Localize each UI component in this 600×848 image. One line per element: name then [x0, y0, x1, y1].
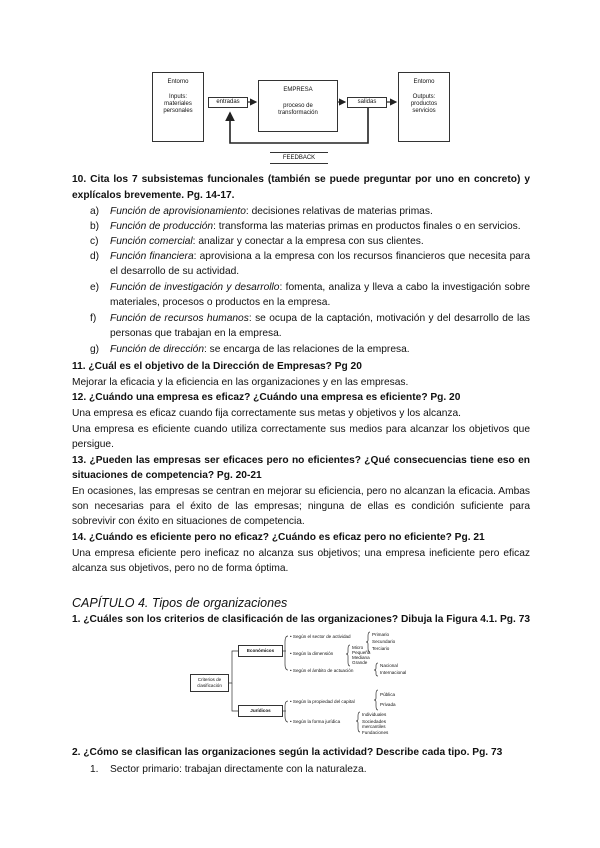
q14-title: 14. ¿Cuándo es eficiente pero no eficaz? ¿Cuándo es eficaz pero no eficiente? Pg. 21	[72, 532, 485, 543]
function-item-letter: e)	[90, 282, 100, 293]
juridicos-label: Jurídicos	[250, 708, 271, 713]
function-item-description: : se ocupa de la captación, motivación y del desarrollo de las personas que trabajan en la empresa.	[110, 313, 531, 339]
function-item-term: Función financiera	[110, 251, 194, 262]
function-item-term: Función de producción	[110, 221, 214, 232]
function-item-description: : decisiones relativas de materias primas.	[245, 206, 433, 217]
function-item-term: Función comercial	[110, 236, 193, 247]
crit-forma: • Según la forma jurídica	[290, 719, 341, 724]
function-item-description: : aprovisiona a la empresa con los recursos financieros que necesita para el desarrollo de su actividad.	[110, 251, 530, 277]
function-item-letter: c)	[90, 236, 99, 247]
sector-value: Secundario	[372, 639, 396, 644]
q14-answer: Una empresa eficiente pero ineficaz no alcanza sus objetivos; una empresa ineficiente pero eficaz alcanza sus objetivos, pero no de forma óptima.	[72, 548, 530, 574]
function-item-letter: g)	[90, 344, 100, 355]
forma-value: Individuales	[362, 712, 387, 717]
empresa-title: EMPRESA	[283, 87, 313, 93]
forma-value: Sociedades mercantiles	[362, 719, 387, 729]
economicos-label: Económicos	[246, 648, 275, 653]
entradas-label: entradas	[208, 97, 248, 108]
q11-title: 11. ¿Cuál es el objetivo de la Dirección de Empresas? Pg 20	[72, 361, 362, 372]
entorno-input-text: Inputs: materiales personales	[163, 94, 193, 114]
salidas-label: salidas	[347, 97, 387, 108]
c2-item-text: Sector primario: trabajan directamente con la naturaleza.	[110, 764, 367, 775]
entorno-output-text: Outputs: productos servicios	[410, 94, 438, 114]
entorno-output-title: Entorno	[413, 79, 435, 85]
function-item-description: : analizar y conectar a la empresa con sus clientes.	[192, 236, 424, 247]
q12-title: 12. ¿Cuándo una empresa es eficaz? ¿Cuándo una empresa es eficiente? Pg. 20	[72, 392, 461, 403]
crit-propiedad: • Según la propiedad del capital	[290, 699, 355, 704]
q12-answer-eficaz: Una empresa es eficaz cuando fija correctamente sus metas y objetivos y los alcanza.	[72, 408, 462, 419]
crit-ambito: • Según el ámbito de actuación	[290, 668, 354, 673]
q10-title: 10. Cita los 7 subsistemas funcionales (también se puede preguntar por uno en concreto) y explícalos brevemente. Pg. 14-17.	[72, 174, 530, 201]
function-item-description: : fomenta, analiza y lleva a cabo la investigación sobre materiales, procesos o productos en la empresa.	[110, 282, 531, 308]
function-item-letter: b)	[90, 221, 100, 232]
crit-sector: • Según el sector de actividad	[290, 634, 351, 639]
dimension-value: Grande	[352, 660, 368, 665]
function-item-term: Función de investigación y desarrollo	[110, 282, 280, 293]
function-item-description: : transforma las materias primas en productos finales o en servicios.	[213, 221, 521, 232]
function-item-letter: f)	[90, 313, 97, 324]
empresa-text: proceso de transformación	[278, 103, 318, 116]
q11-answer: Mejorar la eficacia y la eficiencia en las organizaciones y en las empresas.	[72, 377, 409, 388]
chapter-title: CAPÍTULO 4. Tipos de organizaciones	[72, 596, 288, 610]
q12-answer-eficiente: Una empresa es eficiente cuando utiliza correctamente sus medios para alcanzar los objetivos que persigue.	[72, 424, 530, 450]
crit-dimension: • Según la dimensión	[290, 651, 334, 656]
criteria-root-box	[190, 674, 229, 692]
criteria-root-label: Criterios de clasificación	[197, 677, 222, 688]
propiedad-value: Privada	[380, 702, 396, 707]
forma-value: Fundaciones	[362, 730, 389, 735]
propiedad-value: Pública	[380, 692, 396, 697]
function-item-letter: a)	[90, 206, 100, 217]
juridicos-box	[238, 705, 283, 717]
function-item-term: Función de recursos humanos	[110, 313, 249, 324]
function-item-description: : se encarga de las relaciones de la empresa.	[204, 344, 410, 355]
ambito-value: Internacional	[380, 670, 407, 675]
ambito-value: Nacional	[380, 663, 398, 668]
function-item-letter: d)	[90, 251, 100, 262]
feedback-label: FEEDBACK	[270, 152, 328, 164]
c2-item-number: 1.	[90, 764, 99, 775]
q13-title: 13. ¿Pueden las empresas ser eficaces pero no eficientes? ¿Qué consecuencias tiene eso en situaciones de competencia? Pg. 20-21	[72, 455, 530, 481]
function-item-term: Función de aprovisionamiento	[110, 206, 246, 217]
dimension-value: Pequeña	[352, 650, 371, 655]
q13-answer: En ocasiones, las empresas se centran en mejorar su eficiencia, pero no alcanzan la eficacia. Ambas son necesarias para el éxito de las empresas; ninguna de ellas es condición suficiente para sobrevivir con éxito en situaciones de competencia.	[72, 486, 530, 527]
function-item-term: Función de dirección	[110, 344, 205, 355]
c2-title: 2. ¿Cómo se clasifican las organizaciones según la actividad? Describe cada tipo. Pg. 73	[72, 747, 503, 758]
sector-value: Primario	[372, 632, 390, 637]
dimension-value: Micro	[352, 645, 364, 650]
c1-title: 1. ¿Cuáles son los criterios de clasificación de las organizaciones? Dibuja la Figura 4.1. Pg. 73	[72, 614, 531, 625]
dimension-value: Mediana	[352, 655, 370, 660]
entorno-input-title: Entorno	[167, 79, 189, 85]
sector-value: Terciario	[372, 646, 390, 651]
economicos-box	[238, 645, 283, 657]
